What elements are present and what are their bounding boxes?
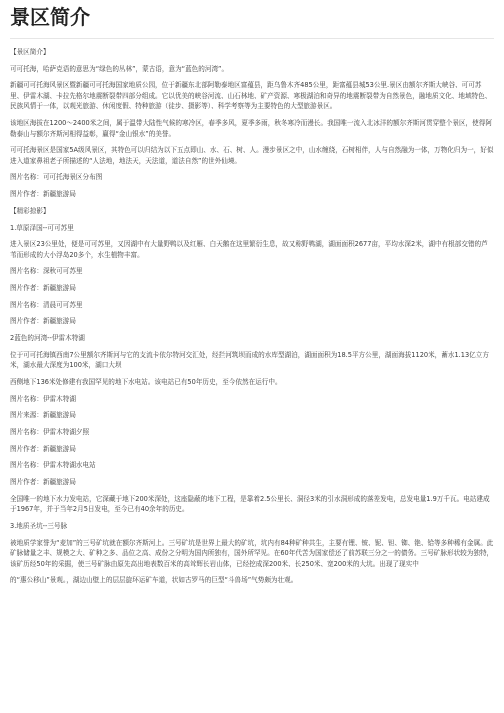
image-caption: 图片名称：伊雷木特湖水电站 <box>10 461 96 470</box>
paragraph: 可可托海景区是国家5A级风景区，其特色可以归结为以下五点即山、水、石、树、人。漫步景区之中，山水缠绕，石树相伴，人与自然融为一体，万物化归为一，好似进入道家鼻祖老子所描述的“人法地，地法天，天法道，道法自然”的世外仙境。 <box>10 146 494 165</box>
article-body <box>10 47 494 586</box>
image-credit: 图片作者：新疆旅游局 <box>10 444 76 453</box>
image-credit: 图片作者：新疆旅游局 <box>10 284 76 293</box>
paragraph: 被地质学家誉为“麦加”的三号矿坑就在额尔齐斯河上。三号矿坑是世界上最大的矿坑，坑内有84种矿种共生，主要有锂、铍、铌、钽、铷、铯、铪等多种稀有金属。此矿脉储量之丰、规模之大、矿种之多、品位之高、成份之分明为国内所独有，国外所罕见。在60年代苦为国家偿还了前苏联三分之一的债务。三号矿脉形状较为独特，该矿历经50年的采掘，使三号矿脉由原先高出地表数百米的高耸辉长岩山体，已经挖成深200米、长250米、宽200米的大坑。出现了现实中 <box>10 538 494 568</box>
paragraph: 【景区简介】 <box>10 48 50 56</box>
title-divider <box>10 38 494 39</box>
paragraph: 进入景区23公里处，便是可可苏里，又因湖中有大量野鸭以及红雁、白天鹅在这里繁衍生息，故又称野鸭湖，湖面面积2677亩，平均水深2米，湖中有根部交错的芦苇而形成的大小浮岛20多个，水生植物丰富。 <box>10 240 488 259</box>
subsection-heading: 1.草原泽国--可可苏里 <box>10 223 74 232</box>
subsection-heading: 2蓝色的河湾--伊雷木特湖 <box>10 334 85 343</box>
paragraph: 位于可可托海镇西南7公里额尔齐斯河与它的支流卡依尔特河交汇处，经拦河筑坝而成的水库型湖泊，湖面面积为18.5平方公里，湖面海拔1120米，蓄水1.13亿立方米，湖水最大深度为100米，湖口大坝 <box>10 350 489 370</box>
image-caption: 图片名称：伊雷木特湖夕照 <box>10 428 90 437</box>
paragraph: 的“惠公移山”景观。，湖边山壁上的层层旋环运矿车道，状如古罗马的巨型“斗兽场”气势颇为壮观。 <box>10 576 298 585</box>
section-heading: 【精彩掠影】 <box>10 206 50 215</box>
paragraph: 该地区海拔在1200～2400米之间，属于温带大陆性气候的寒冷区，春季多风，夏季多雨，秋冬寒冷而漫长。我国唯一流入北冰洋的额尔齐斯河贯穿整个景区，使得阿勒泰山与额尔齐斯河相得益彰，赢得“金山银水”的美誉。 <box>10 119 492 138</box>
image-credit: 图片作者：新疆旅游局 <box>10 317 76 326</box>
paragraph: 西侧地下136米处修建有我国罕见的地下水电站。该电站已有50年历史，至今依然在运行中。 <box>10 378 282 386</box>
image-caption: 图片名称：深秋可可苏里 <box>10 267 83 276</box>
paragraph: 可可托海，哈萨克语的意思为“绿色的丛林”，蒙古语，意为“蓝色的河湾”。 <box>10 64 229 73</box>
image-credit: 图片作者：新疆旅游局 <box>10 478 76 487</box>
image-caption: 图片名称：可可托海景区分布图 <box>10 173 103 182</box>
image-credit: 图片来源：新疆旅游局 <box>10 411 76 420</box>
paragraph: 新疆可可托海风景区暨新疆可可托海国家地质公园，位于新疆东北部阿勒泰地区富蕴县，距乌鲁木齐485公里，距富蕴县城53公里.景区由额尔齐斯大峡谷、可可苏里、伊雷木湖、卡拉先格尔地震断裂带四部分组成。它以优美的峡谷河流、山石林地、矿产资源、寒极湖泊和奇异的地震断裂带为自然景色，融地质文化、地域特色、民族风情于一体，以观光旅游、休闲度假、特种旅游（徒步、摄影等）、科学考察等为主要特色的大型旅游景区。 <box>10 81 492 111</box>
image-caption: 图片名称：清晨可可苏里 <box>10 300 83 309</box>
image-caption: 图片名称：伊雷木特湖 <box>10 394 76 403</box>
subsection-heading: 3.地质圣坑--三号脉 <box>10 522 68 530</box>
image-credit: 图片作者：新疆旅游局 <box>10 190 76 199</box>
page-title: 景区简介 <box>10 5 90 29</box>
paragraph: 全国唯一的地下水力发电站，它深藏于地下200米深处，这座隐蔽的地下工程，是靠着2.5公里长、洞径3米的引水洞形成的落差发电，总发电量1.9万千瓦。电站建成于1967年，并于当年2月5日发电，至今已有40余年的历史。 <box>10 494 490 514</box>
